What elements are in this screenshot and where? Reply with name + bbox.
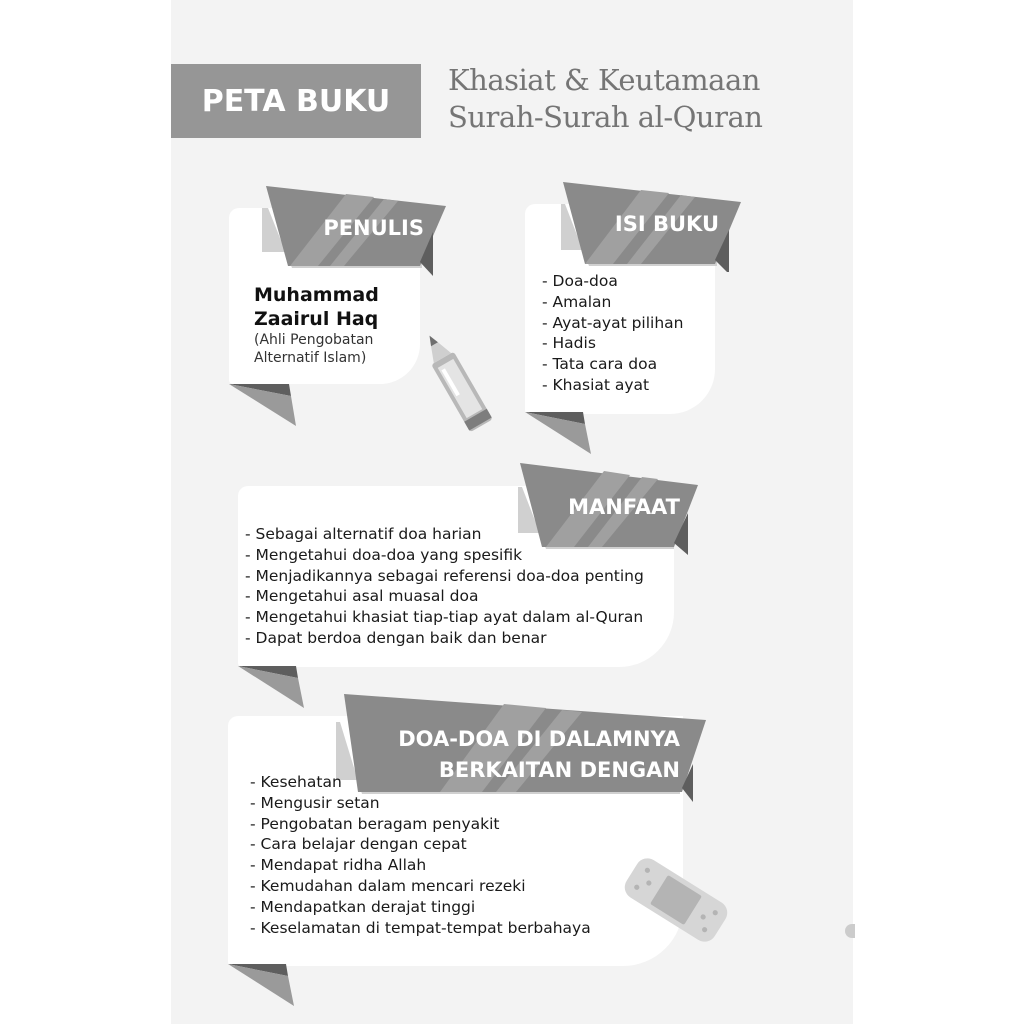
author-name [254, 283, 379, 331]
book-title-line2: Surah-Surah al-Quran [448, 100, 763, 134]
list-item: - Mengetahui khasiat tiap-tiap ayat dalam al-Quran [245, 608, 644, 627]
list-item: - Mengusir setan [250, 793, 380, 812]
manfaat-tail [238, 666, 308, 712]
peta-buku-label [171, 64, 421, 138]
isi-buku-list [542, 271, 684, 396]
doa-title-line1: DOA-DOA DI DALAMNYA [398, 727, 680, 751]
list-item: - Menjadikannya sebagai referensi doa-doa penting [245, 566, 644, 585]
author-description [254, 331, 373, 367]
list-item: - Mengetahui doa-doa yang spesifik [245, 545, 523, 564]
manfaat-title: MANFAAT [568, 495, 680, 519]
list-item: - Keselamatan di tempat-tempat berbahaya [250, 918, 591, 937]
list-item: - Doa-doa [542, 272, 618, 290]
list-item: - Amalan [542, 292, 612, 311]
book-title [448, 62, 808, 136]
peta-buku-text: PETA BUKU [201, 83, 391, 119]
isi-buku-tail [525, 412, 595, 458]
list-item: - Cara belajar dengan cepat [250, 835, 467, 854]
list-item: - Kemudahan dalam mencari rezeki [250, 876, 526, 895]
isi-buku-title: ISI BUKU [614, 212, 719, 236]
penulis-title: PENULIS [323, 216, 424, 240]
list-item: - Hadis [542, 334, 596, 353]
list-item: - Mengetahui asal muasal doa [245, 587, 479, 606]
list-item: - Dapat berdoa dengan baik dan benar [245, 628, 547, 647]
doa-title-line2: BERKAITAN DENGAN [438, 758, 680, 782]
list-item: - Mendapatkan derajat tinggi [250, 897, 476, 916]
list-item: - Tata cara doa [542, 355, 658, 374]
penulis-tail [229, 384, 299, 430]
list-item: - Ayat-ayat pilihan [542, 313, 684, 332]
isi-buku-ribbon [561, 182, 745, 272]
list-item: - Khasiat ayat [542, 375, 650, 394]
author-name-line2: Zaairul Haq [254, 308, 379, 330]
list-item: - Kesehatan [250, 773, 342, 791]
author-name-line1: Muhammad [254, 284, 379, 306]
author-desc-line1: (Ahli Pengobatan [254, 332, 374, 348]
list-item: - Mendapat ridha Allah [250, 856, 427, 875]
edge-decoration [845, 924, 855, 938]
penulis-ribbon [262, 186, 448, 276]
list-item: - Sebagai alternatif doa harian [245, 525, 482, 543]
doa-list [250, 772, 591, 938]
pen-icon [418, 328, 498, 443]
manfaat-list [245, 524, 644, 649]
list-item: - Pengobatan beragam penyakit [250, 814, 500, 833]
doa-tail [228, 964, 298, 1010]
book-title-line1: Khasiat & Keutamaan [448, 63, 760, 97]
bandage-icon [616, 850, 736, 950]
author-desc-line2: Alternatif Islam) [254, 350, 367, 366]
